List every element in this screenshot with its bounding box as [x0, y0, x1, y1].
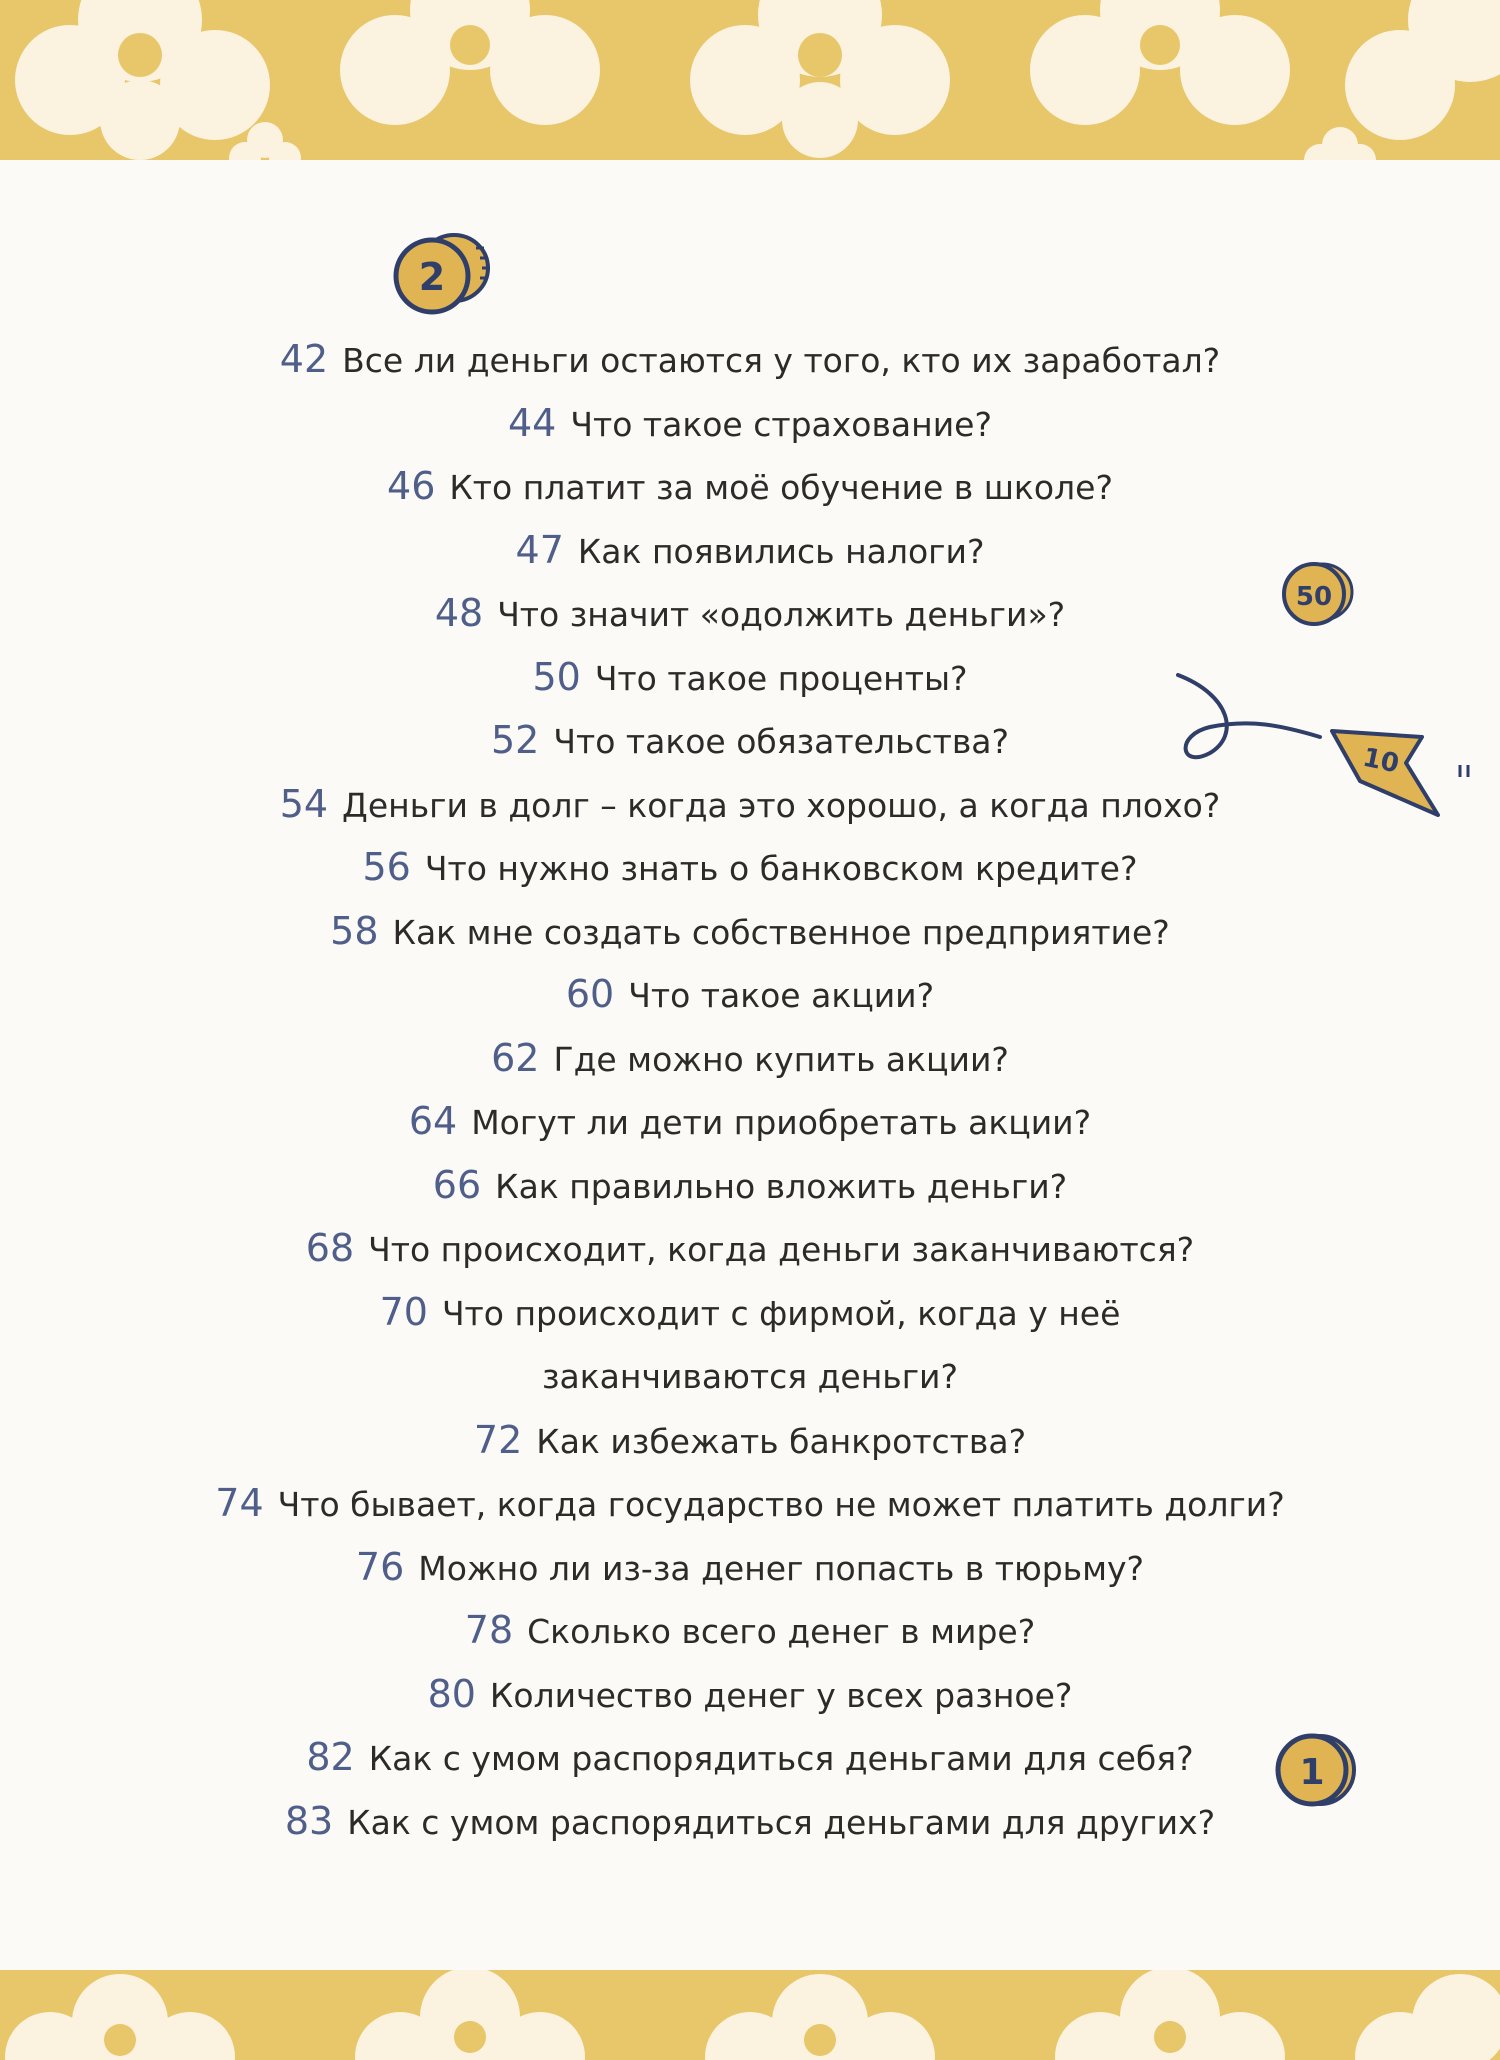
toc-entry-content: [387, 455, 1113, 526]
toc-entry[interactable]: [0, 1409, 1500, 1473]
toc-title: Можно ли из-за денег попасть в тюрьму?: [418, 1548, 1145, 1588]
toc-entry-content: [433, 1154, 1067, 1225]
toc-entry-content: [280, 328, 1220, 399]
toc-page-number: 42: [279, 337, 329, 381]
toc-entry-continuation: [0, 1345, 1500, 1409]
flower-icon: [1345, 0, 1500, 140]
toc-entry-content: [285, 1790, 1215, 1861]
toc-entry-content: [465, 1599, 1035, 1670]
toc-title: Количество денег у всех разное?: [489, 1675, 1073, 1715]
toc-entry-content: [409, 1090, 1091, 1161]
toc-entry[interactable]: [0, 1281, 1500, 1345]
toc-page-number: 70: [379, 1289, 428, 1334]
toc-title-continuation: заканчиваются деньги?: [541, 1357, 959, 1396]
toc-page-number: 56: [362, 845, 411, 889]
toc-page-number: 47: [515, 527, 564, 572]
coin-label: 50: [1295, 582, 1333, 612]
toc-page-number: 52: [490, 718, 540, 762]
toc-entry[interactable]: [0, 328, 1500, 392]
toc-title: Как мне создать собственное предприятие?: [392, 912, 1170, 952]
toc-title: Что значит «одолжить деньги»?: [497, 595, 1066, 634]
toc-title: Что такое проценты?: [594, 658, 968, 698]
toc-entry[interactable]: [0, 1663, 1500, 1727]
toc-entry[interactable]: [0, 455, 1500, 519]
toc-entry[interactable]: [0, 1472, 1500, 1536]
top-flower-band: [0, 0, 1500, 172]
toc-entry-content: [380, 1281, 1121, 1352]
toc-entry[interactable]: [0, 1790, 1500, 1854]
toc-entry-content: [362, 836, 1137, 907]
table-of-contents: [0, 328, 1500, 1853]
toc-title: Что такое обязательства?: [553, 722, 1010, 761]
toc-entry-content: [508, 392, 992, 463]
toc-entry[interactable]: [0, 1599, 1500, 1663]
toc-entry[interactable]: [0, 900, 1500, 964]
toc-title: Как правильно вложить деньги?: [495, 1166, 1068, 1206]
toc-page-number: 68: [305, 1226, 355, 1270]
toc-entry[interactable]: [0, 582, 1500, 646]
toc-page-number: 74: [215, 1481, 264, 1525]
toc-entry[interactable]: [0, 1090, 1500, 1154]
toc-page-number: 50: [532, 654, 581, 699]
toc-page-number: 82: [306, 1735, 355, 1779]
toc-page-number: 58: [330, 908, 379, 953]
toc-title: Как с умом распорядиться деньгами для других?: [347, 1802, 1216, 1842]
toc-title: Где можно купить акции?: [553, 1039, 1009, 1079]
toc-entry-content: [306, 1217, 1194, 1288]
toc-title: Как избежать банкротства?: [536, 1421, 1027, 1461]
toc-page-number: 80: [427, 1671, 476, 1716]
toc-entry[interactable]: [0, 646, 1500, 710]
toc-entry-content: [356, 1536, 1144, 1607]
toc-entry-content: [330, 900, 1170, 971]
flower-icon: [690, 0, 950, 158]
toc-entry[interactable]: [0, 836, 1500, 900]
toc-title: Могут ли дети приобретать акции?: [471, 1103, 1092, 1142]
toc-entry[interactable]: [0, 1154, 1500, 1218]
toc-entry-content: [306, 1726, 1193, 1797]
toc-entry-content: [532, 646, 967, 717]
toc-title: Что бывает, когда государство не может платить долги?: [277, 1485, 1285, 1524]
toc-page-number: 44: [507, 400, 557, 445]
toc-entry-content: [566, 963, 934, 1034]
toc-title: Что такое акции?: [628, 976, 935, 1015]
toc-title: Все ли деньги остаются у того, кто их заработал?: [342, 341, 1221, 380]
banknote-label: 10: [1360, 742, 1402, 780]
flower-pattern-top: [0, 0, 1500, 172]
toc-page-number: 48: [434, 591, 484, 635]
toc-page-number: 60: [565, 972, 615, 1016]
toc-page-number: 72: [473, 1417, 523, 1462]
toc-entry-content: [435, 582, 1065, 653]
toc-entry[interactable]: [0, 1217, 1500, 1281]
toc-entry[interactable]: [0, 519, 1500, 583]
flower-pattern-bottom: [0, 1962, 1500, 2060]
toc-page-number: 64: [408, 1099, 458, 1143]
toc-title: Кто платит за моё обучение в школе?: [449, 468, 1113, 507]
coin-label: 2: [418, 255, 446, 299]
toc-entry-content: [280, 773, 1221, 844]
toc-title: Как появились налоги?: [577, 531, 985, 571]
toc-title: Как с умом распорядиться деньгами для себя?: [368, 1739, 1194, 1778]
bottom-flower-band: [0, 1962, 1500, 2060]
toc-title: Что такое страхование?: [570, 404, 992, 444]
toc-entry-content: [516, 519, 985, 590]
toc-entry[interactable]: [0, 1027, 1500, 1091]
coin-label: 1: [1299, 1752, 1325, 1793]
toc-entry[interactable]: [0, 773, 1500, 837]
toc-entry[interactable]: [0, 963, 1500, 1027]
toc-page-number: 62: [491, 1035, 540, 1080]
toc-entry[interactable]: [0, 392, 1500, 456]
toc-title: Что происходит, когда деньги заканчиваются?: [368, 1230, 1195, 1269]
toc-page-number: 66: [432, 1162, 482, 1207]
coin-icon: [388, 228, 498, 316]
toc-page-number: 83: [284, 1798, 334, 1843]
toc-title: Что нужно знать о банковском кредите?: [424, 849, 1138, 888]
toc-title: Что происходит с фирмой, когда у неё: [441, 1293, 1121, 1333]
toc-entry-content: [215, 1472, 1284, 1543]
toc-page-number: 78: [464, 1608, 514, 1652]
toc-entry-content: [428, 1663, 1073, 1734]
toc-title: Сколько всего денег в мире?: [527, 1612, 1036, 1651]
toc-entry[interactable]: [0, 1536, 1500, 1600]
toc-entry-content: [491, 709, 1009, 780]
toc-entry[interactable]: [0, 1726, 1500, 1790]
toc-entry[interactable]: [0, 709, 1500, 773]
flower-icon: [15, 0, 270, 160]
toc-page-number: 54: [279, 781, 329, 826]
toc-page-number: 46: [387, 464, 436, 508]
toc-entry-content: [491, 1027, 1009, 1098]
flower-icon: [1355, 1974, 1500, 2060]
toc-entry-content: [474, 1409, 1026, 1480]
toc-page-number: 76: [355, 1544, 405, 1589]
toc-title: Деньги в долг – когда это хорошо, а когда плохо?: [342, 785, 1221, 825]
